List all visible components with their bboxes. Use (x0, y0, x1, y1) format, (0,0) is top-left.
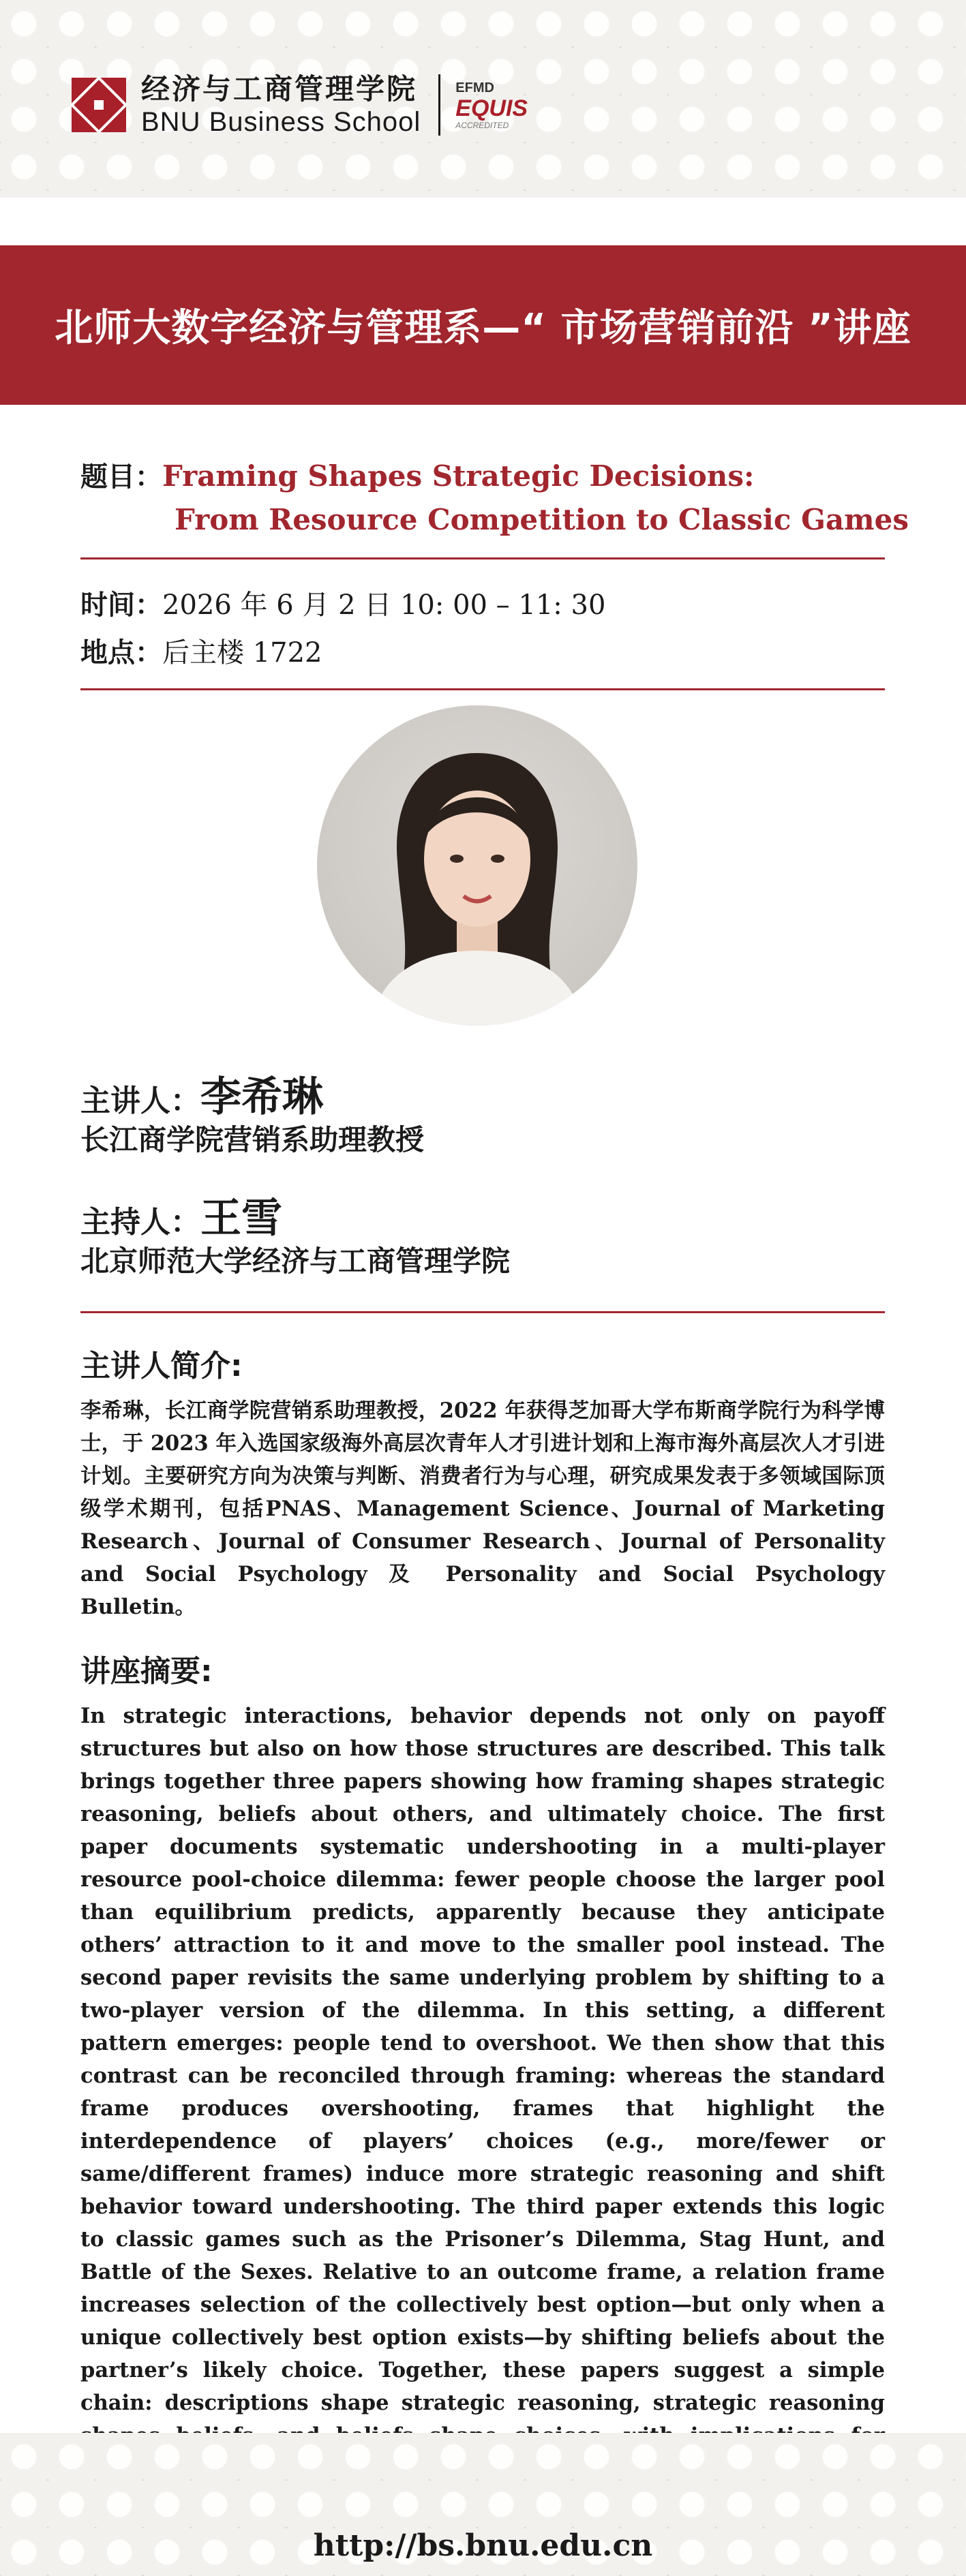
info-divider (80, 688, 885, 690)
topic-line1: Framing Shapes Strategic Decisions: (162, 459, 755, 493)
equis-label: EQUIS (455, 95, 528, 121)
host-name: 王雪 (200, 1195, 282, 1242)
topic-row (80, 455, 754, 494)
host-affiliation: 北京师范大学经济与工商管理学院 (80, 1244, 511, 1278)
topic-row-2 (175, 503, 909, 536)
speaker-affiliation: 长江商学院营销系助理教授 (80, 1123, 425, 1156)
speaker-affiliation-row (80, 1118, 424, 1159)
venue-value: 后主楼 1722 (162, 637, 322, 669)
title-banner (0, 245, 966, 405)
host-affiliation-row (80, 1239, 510, 1280)
host-row (80, 1186, 282, 1244)
bio-heading-row (80, 1341, 243, 1385)
topic-line2: From Resource Competition to Classic Games (175, 503, 909, 536)
school-logo (72, 71, 528, 139)
host-label: 主持人： (80, 1205, 200, 1240)
banner-title: 北师大数字经济与管理系—“ 市场营销前沿 ”讲座 (55, 306, 911, 350)
school-name-en: BNU Business School (141, 107, 421, 137)
efmd-label: EFMD (455, 80, 494, 95)
abstract-heading: 讲座摘要: (80, 1654, 213, 1689)
time-row (80, 583, 605, 622)
speaker-name: 李希琳 (200, 1073, 323, 1121)
time-label: 时间： (80, 589, 162, 621)
people-divider (80, 1311, 885, 1313)
topic-divider (80, 557, 885, 559)
bio-text: 李希琳，长江商学院营销系助理教授，2022 年获得芝加哥大学布斯商学院行为科学博士，于 2023 年入选国家级海外高层次青年人才引进计划和上海市海外高层次人才引进计划。主要研究方向为决策与判断、消费者行为与心理，研究成果发表于多领域国际顶级学术期刊，包括PNAS、Management Science、Journal of Marketing Research、Journal of Consumer Research、Journal of Personality and Social Psychology 及 Personality and Social Psychology Bulletin。 (80, 1398, 885, 1619)
abstract-heading-row (80, 1646, 213, 1690)
footer-url[interactable]: http://bs.bnu.edu.cn (313, 2528, 653, 2563)
abstract-text: In strategic interactions, behavior depends not only on payoff structures but also on how those structures are described. This talk brings together three papers showing how framing shapes strategic reasoning, beliefs about others, and ultimately choice. The first paper documents systematic undershooting in a multi-player resource pool-choice dilemma: fewer people choose the larger pool than equilibrium predicts, apparently because they anticipate others’ attraction to it and move to the smaller pool instead. The second paper revisits the same underlying problem by shifting to a two-player version of the dilemma. In this setting, a different pattern emerges: people tend to overshoot. We then show that this contrast can be reconciled through framing: whereas the standard frame produces overshooting, frames that highlight the interdependence of players’ choices (e.g., more/fewer or same/different frames) induce more strategic reasoning and shift behavior toward undershooting. The third paper extends this logic to classic games such as the Prisoner’s Dilemma, Stag Hunt, and Battle of the Sexes. Relative to an outcome frame, a relation frame increases selection of the collectively best option—but only when a unique collectively best option exists—by shifting beliefs about the partner’s likely choice. Together, these papers suggest a simple chain: descriptions shape strategic reasoning, strategic reasoning (80, 1704, 885, 2415)
speaker-row (80, 1064, 323, 1123)
accredited-label: ACCREDITED (455, 120, 509, 130)
speaker-portrait (317, 705, 637, 1026)
topic-label: 题目： (80, 461, 162, 493)
equis-accreditation (455, 80, 528, 130)
venue-row (80, 631, 322, 670)
school-seal-icon (72, 78, 126, 132)
portrait-drawing (317, 705, 637, 1026)
time-value: 2026 年 6 月 2 日 10: 00 – 11: 30 (162, 589, 606, 621)
venue-label: 地点： (80, 637, 162, 669)
school-name-cn: 经济与工商管理学院 (141, 72, 418, 106)
bio-heading: 主讲人简介: (80, 1349, 243, 1383)
speaker-label: 主讲人： (80, 1084, 200, 1118)
logo-divider (438, 74, 440, 136)
